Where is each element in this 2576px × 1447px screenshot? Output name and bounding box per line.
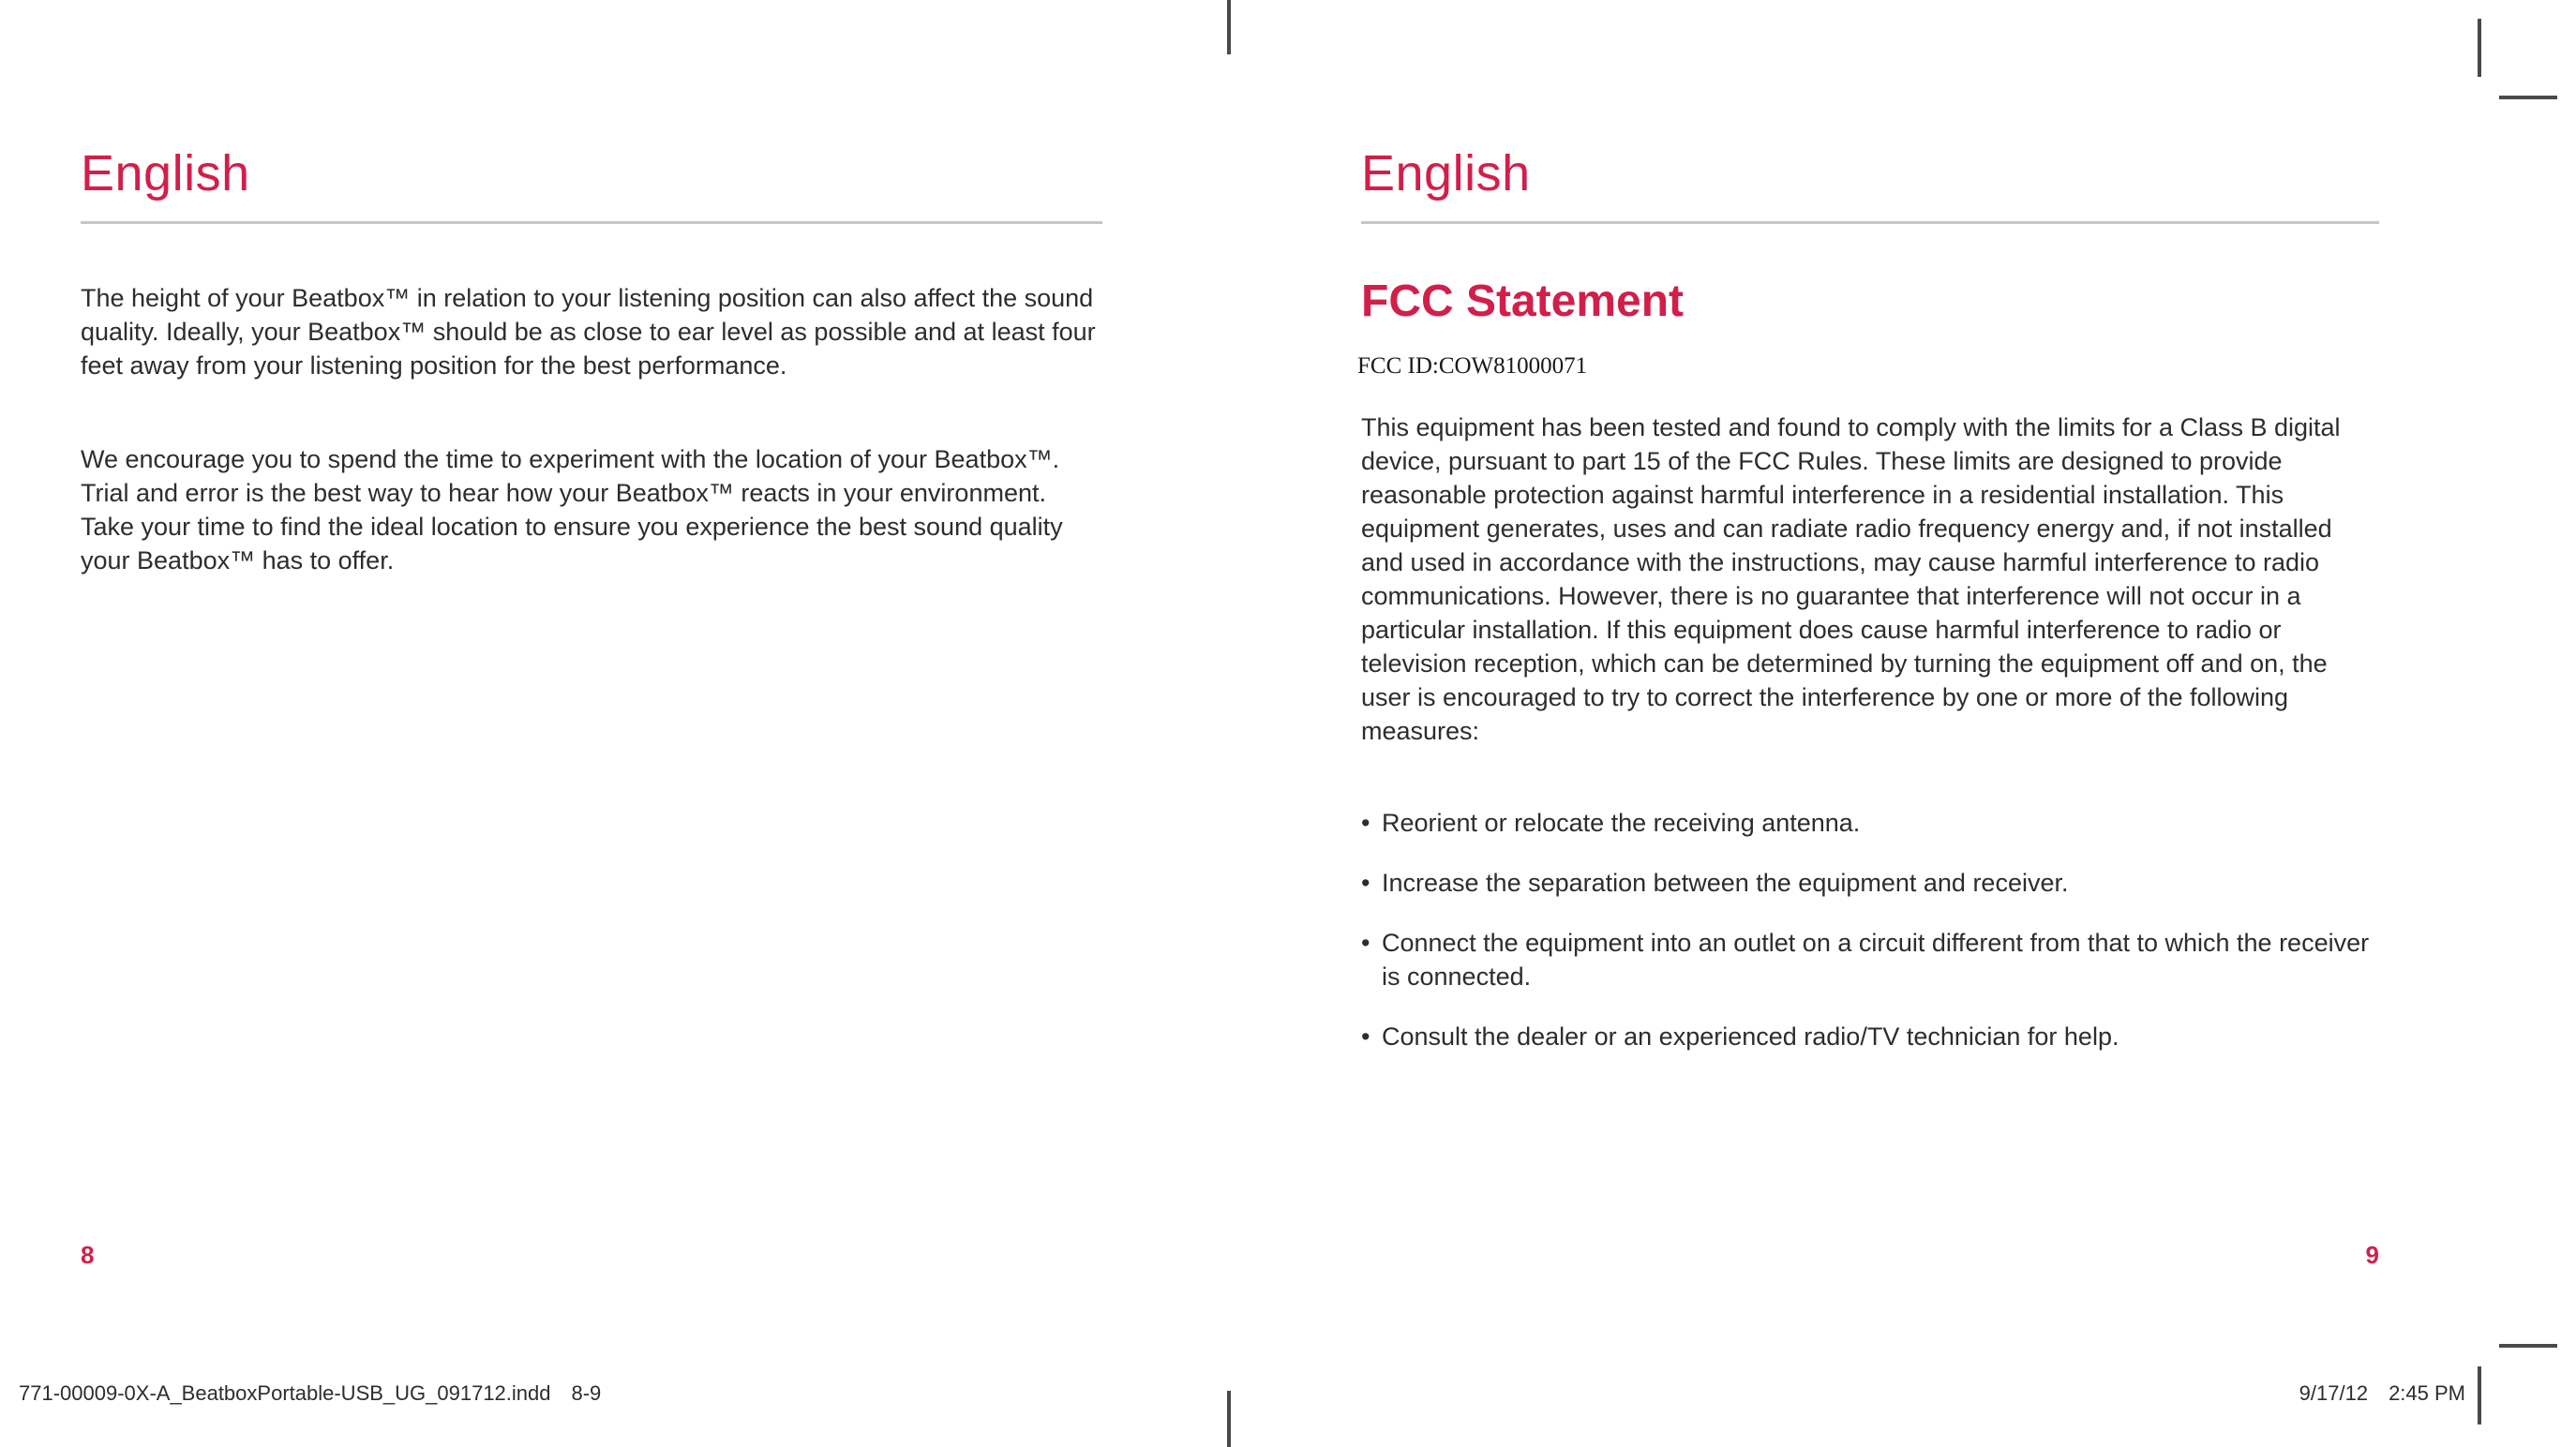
crop-mark-bottom-center (1227, 1391, 1231, 1447)
language-heading: English (81, 145, 250, 201)
slug-file-info (19, 1383, 601, 1404)
slug-date: 9/17/12 (2299, 1381, 2369, 1405)
slug-pages: 8-9 (571, 1381, 602, 1405)
crop-mark-top-right-horizontal (2499, 96, 2557, 99)
placement-experiment-paragraph: We encourage you to spend the time to experiment with the location of your Beatbox™. Trial and error is the best way to hear how your Beatbox™ reacts in your environment. Take your time to find the ideal location to ensure you experience the best sound quality your Beatbox™ has to offer. (81, 445, 1063, 574)
list-item: • Reorient or relocate the receiving antenna. (1361, 806, 2379, 840)
interference-measures-list (1361, 806, 2379, 1080)
page-number: 9 (2365, 1241, 2379, 1269)
crop-mark-bottom-right-vertical (2478, 1366, 2481, 1425)
language-heading: English (1361, 145, 1531, 201)
speaker-height-paragraph: The height of your Beatbox™ in relation to your listening position can also affect the sound quality. Ideally, your Beatbox™ should be as close to ear level as possible and at least four feet away from your listening position for the best performance. (81, 284, 1096, 380)
fcc-id: FCC ID:COW81000071 (1357, 353, 1588, 379)
left-page (81, 0, 1102, 1447)
slug-time: 2:45 PM (2389, 1381, 2465, 1405)
list-item: • Connect the equipment into an outlet on a circuit different from that to which the receiver is connected. (1361, 926, 2379, 993)
list-item: • Increase the separation between the equipment and receiver. (1361, 866, 2379, 900)
page-number: 8 (81, 1241, 95, 1269)
list-item: • Consult the dealer or an experienced radio/TV technician for help. (1361, 1020, 2379, 1053)
crop-mark-top-right-vertical (2478, 19, 2481, 77)
slug-filename: 771-00009-0X-A_BeatboxPortable-USB_UG_091712.indd (19, 1381, 551, 1405)
crop-mark-bottom-right-horizontal (2499, 1344, 2557, 1348)
heading-divider (1361, 221, 2379, 224)
fcc-statement-title: FCC Statement (1361, 276, 1685, 326)
right-page (1357, 0, 2379, 1447)
fcc-compliance-paragraph: This equipment has been tested and found to comply with the limits for a Class B digital device, pursuant to part 15 of the FCC Rules. These limits are designed to provide reasonable protection against harmful interference in a residential installation. This equipment generates, uses and can radiate radio frequency energy and, if not installed and used in accordance with the instructions, may cause harmful interference to radio communications. However, there is no guarantee that interference will not occur in a particular installation. If this equipment does cause harmful interference to radio or television reception, which can be determined by turning the equipment off and on, the user is encouraged to try to correct the interference by one or more of the following measures: (1361, 413, 2341, 745)
heading-divider (81, 221, 1102, 224)
crop-mark-top-center (1227, 0, 1231, 54)
slug-timestamp (2299, 1383, 2465, 1404)
